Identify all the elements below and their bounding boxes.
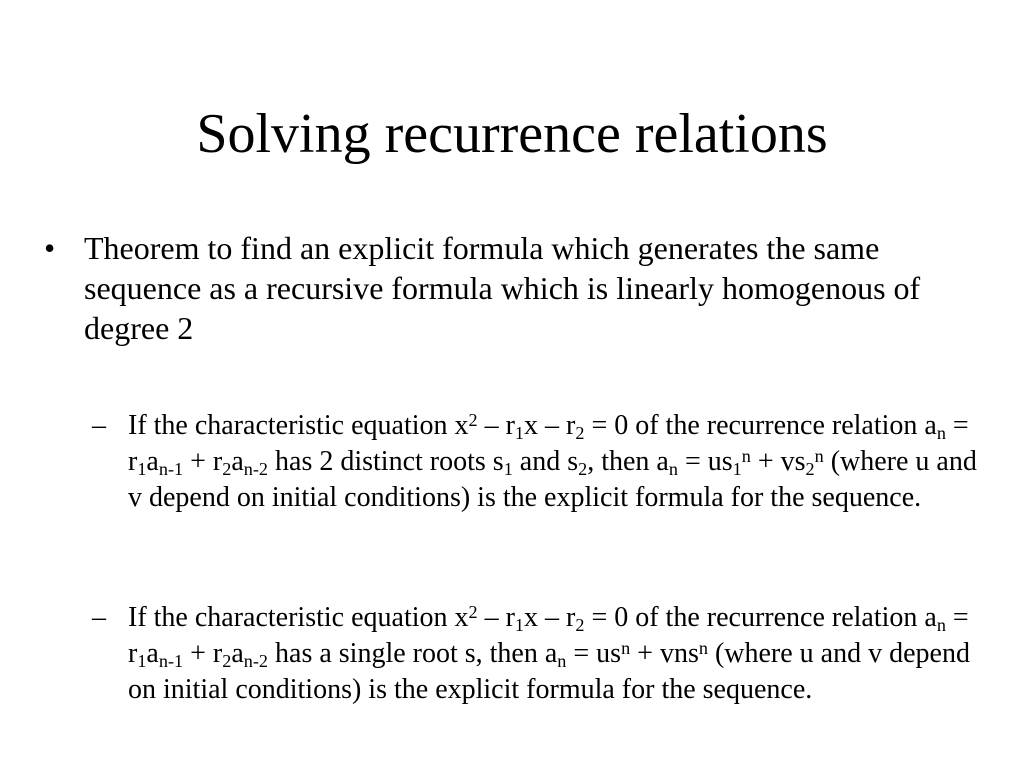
subscript: n: [936, 423, 946, 444]
subscript: n: [668, 459, 678, 480]
text-run: = r: [128, 602, 969, 669]
text-run: – r: [477, 602, 515, 633]
subscript: 1: [137, 459, 147, 480]
bullet-text: Theorem to find an explicit formula which generates the same sequence as a recursive formula which is linearly homogenous of degree 2: [84, 230, 921, 346]
text-run: + vs: [750, 446, 806, 477]
text-run: a: [231, 446, 244, 477]
text-run: + r: [183, 638, 223, 669]
subscript: 1: [514, 423, 525, 444]
text-run: and s: [512, 446, 579, 477]
subscript: n-2: [243, 459, 269, 480]
bullet-marker: •: [44, 230, 56, 266]
subscript: 1: [503, 459, 513, 480]
text-run: has a single root s, then a: [268, 638, 558, 669]
subscript: 2: [222, 459, 232, 480]
text-run: = us: [566, 638, 622, 669]
text-run: a: [146, 446, 159, 477]
text-run: x – r: [524, 602, 576, 633]
text-run: If the characteristic equation x: [128, 602, 469, 633]
subscript: n-2: [243, 651, 269, 672]
subscript: 2: [575, 615, 585, 636]
text-run: If the characteristic equation x: [128, 410, 469, 441]
text-run: = us: [677, 446, 733, 477]
subscript: 1: [732, 459, 742, 480]
text-run: = r: [128, 410, 969, 477]
sub-item-text: [128, 408, 988, 516]
text-run: = 0 of the recurrence relation a: [584, 602, 937, 633]
subscript: 2: [578, 459, 588, 480]
superscript: 2: [468, 601, 478, 622]
superscript: n: [621, 637, 631, 658]
text-run: – r: [477, 410, 515, 441]
subscript: 2: [805, 459, 815, 480]
text-run: (where u and v depend on initial conditions) is the explicit formula for the sequence.: [128, 446, 977, 513]
text-run: a: [146, 638, 159, 669]
text-run: x – r: [524, 410, 576, 441]
text-run: , then a: [587, 446, 669, 477]
superscript: n: [698, 637, 708, 658]
subscript: 1: [514, 615, 525, 636]
text-run: a: [231, 638, 244, 669]
sub-item-text: [128, 600, 988, 708]
text-run: + vns: [630, 638, 699, 669]
superscript: n: [814, 445, 824, 466]
text-run: + r: [183, 446, 223, 477]
superscript: n: [741, 445, 751, 466]
text-run: = 0 of the recurrence relation a: [584, 410, 937, 441]
subscript: n: [936, 615, 946, 636]
subscript: 1: [137, 651, 147, 672]
subscript: 2: [222, 651, 232, 672]
subscript: n-1: [158, 651, 184, 672]
sub-item-marker: –: [92, 410, 106, 441]
subscript: 2: [575, 423, 585, 444]
subscript: n: [557, 651, 567, 672]
sub-item-marker: –: [92, 602, 106, 633]
slide-title: Solving recurrence relations: [196, 103, 828, 165]
text-run: has 2 distinct roots s: [268, 446, 504, 477]
text-run: (where u and v depend on initial conditions) is the explicit formula for the sequence.: [128, 638, 970, 705]
subscript: n-1: [158, 459, 184, 480]
superscript: 2: [468, 409, 478, 430]
